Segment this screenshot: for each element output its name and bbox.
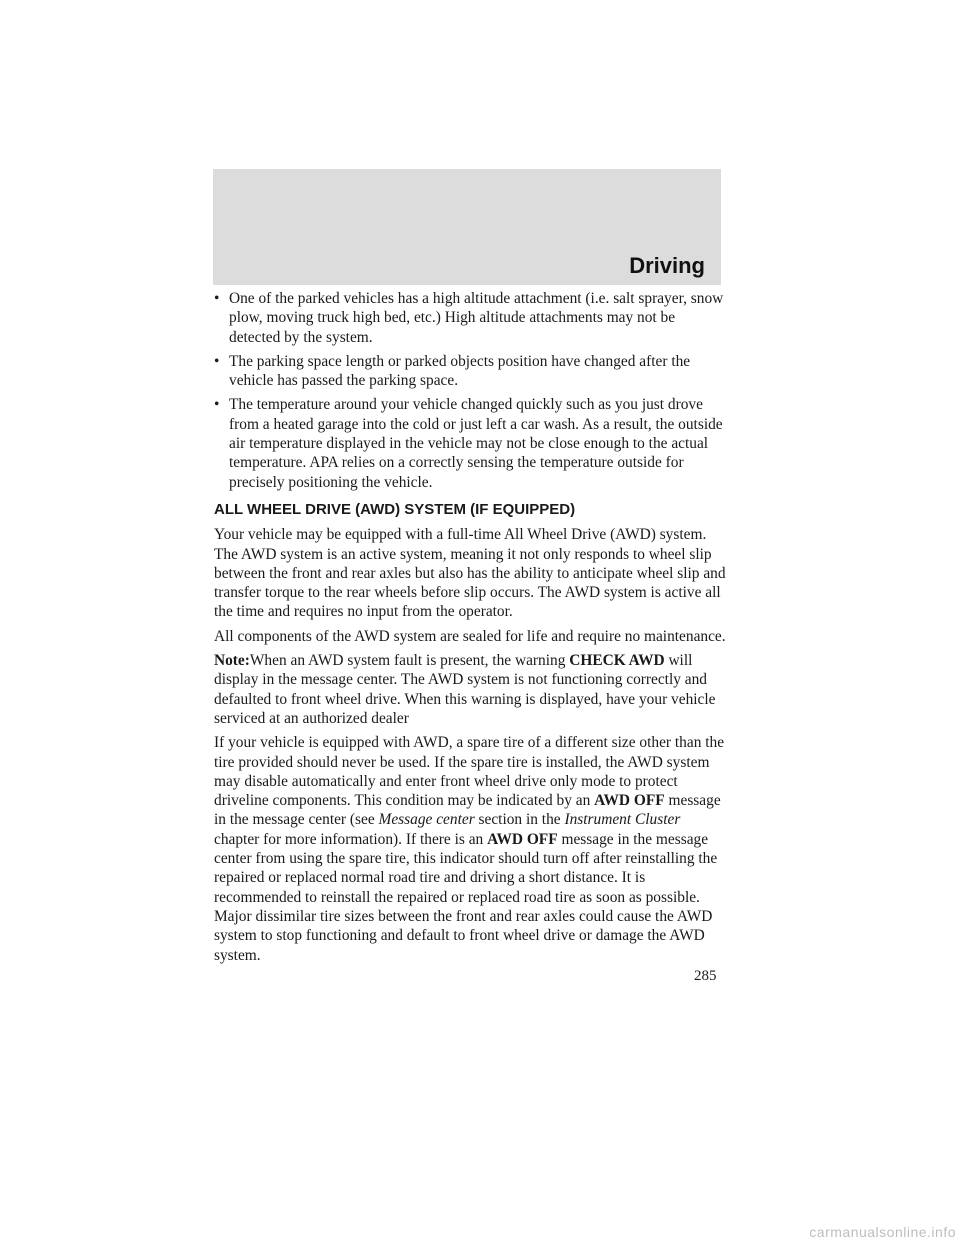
warning-message: CHECK AWD: [569, 652, 665, 670]
section-heading: ALL WHEEL DRIVE (AWD) SYSTEM (IF EQUIPPED): [214, 500, 576, 518]
page-content: [214, 289, 726, 970]
awd-intro-paragraph: Your vehicle may be equipped with a full-time All Wheel Drive (AWD) system. The AWD system is an active system, meaning it not only responds to wheel slip between the front and rear axles but also has the ability to anticipate wheel slip and transfer torque to the rear wheels before slip occurs. The AWD system is active all the time and requires no input from the operator.: [214, 526, 726, 621]
watermark: carmanualsonline.info: [809, 1224, 956, 1240]
page-number: 285: [694, 968, 717, 984]
section-header-band: [213, 169, 721, 285]
awd-spare-tire-paragraph: If your vehicle is equipped with AWD, a spare tire of a different size other than the tire provided should never be used. If the spare tire is installed, the AWD system may disable automatically and enter front wheel drive only mode to protect driveline components. This condition may be indicated by an AWD OFF message in the message center (see Message center section in the Instrument Cluster chapter for more information). If there is an AWD OFF message in the message center from using the spare tire, this indicator should turn off after reinstalling the repaired or replaced normal road tire and driving a short distance. It is recommended to reinstall the repaired or replaced road tire as soon as possible. Major dissimilar tire sizes between the front and rear axles could cause the AWD system to stop functioning and default to front wheel drive or damage the AWD system.: [214, 734, 725, 964]
list-item-text: The parking space length or parked objects position have changed after the vehicle has passed the parking space.: [229, 352, 691, 390]
note-label: Note:: [214, 652, 250, 670]
bullet-icon: •: [214, 290, 220, 307]
awd-off-message: AWD OFF: [594, 792, 665, 810]
section-title: Driving: [629, 253, 705, 278]
awd-maintenance-paragraph: All components of the AWD system are sealed for life and require no maintenance.: [214, 627, 726, 645]
bullet-icon: •: [214, 396, 220, 414]
condition-list: [214, 289, 726, 492]
list-item-text: One of the parked vehicles has a high altitude attachment (i.e. salt sprayer, snow plow, moving truck high bed, etc.) High altitude attachments may not be detected by the system.: [229, 290, 724, 346]
cross-reference-message-center: Message center: [378, 811, 475, 829]
list-item: [214, 352, 726, 391]
list-item: [214, 289, 726, 347]
cross-reference-instrument-cluster: Instrument Cluster: [564, 811, 681, 829]
list-item: [214, 395, 726, 491]
awd-off-message: AWD OFF: [487, 830, 558, 848]
bullet-icon: •: [214, 352, 220, 370]
list-item-text: The temperature around your vehicle changed quickly such as you just drove from a heated garage into the cold or just left a car wash. As a result, the outside air temperature displayed in the vehicle may not be close enough to the actual temperature. APA relies on a correctly sensing the temperature outside for precisely positioning the vehicle.: [229, 396, 723, 491]
awd-note-paragraph: Note:When an AWD system fault is present, the warning CHECK AWD will display in the message center. The AWD system is not functioning correctly and defaulted to front wheel drive. When this warning is displayed, have your vehicle serviced at an authorized dealer: [214, 652, 716, 727]
